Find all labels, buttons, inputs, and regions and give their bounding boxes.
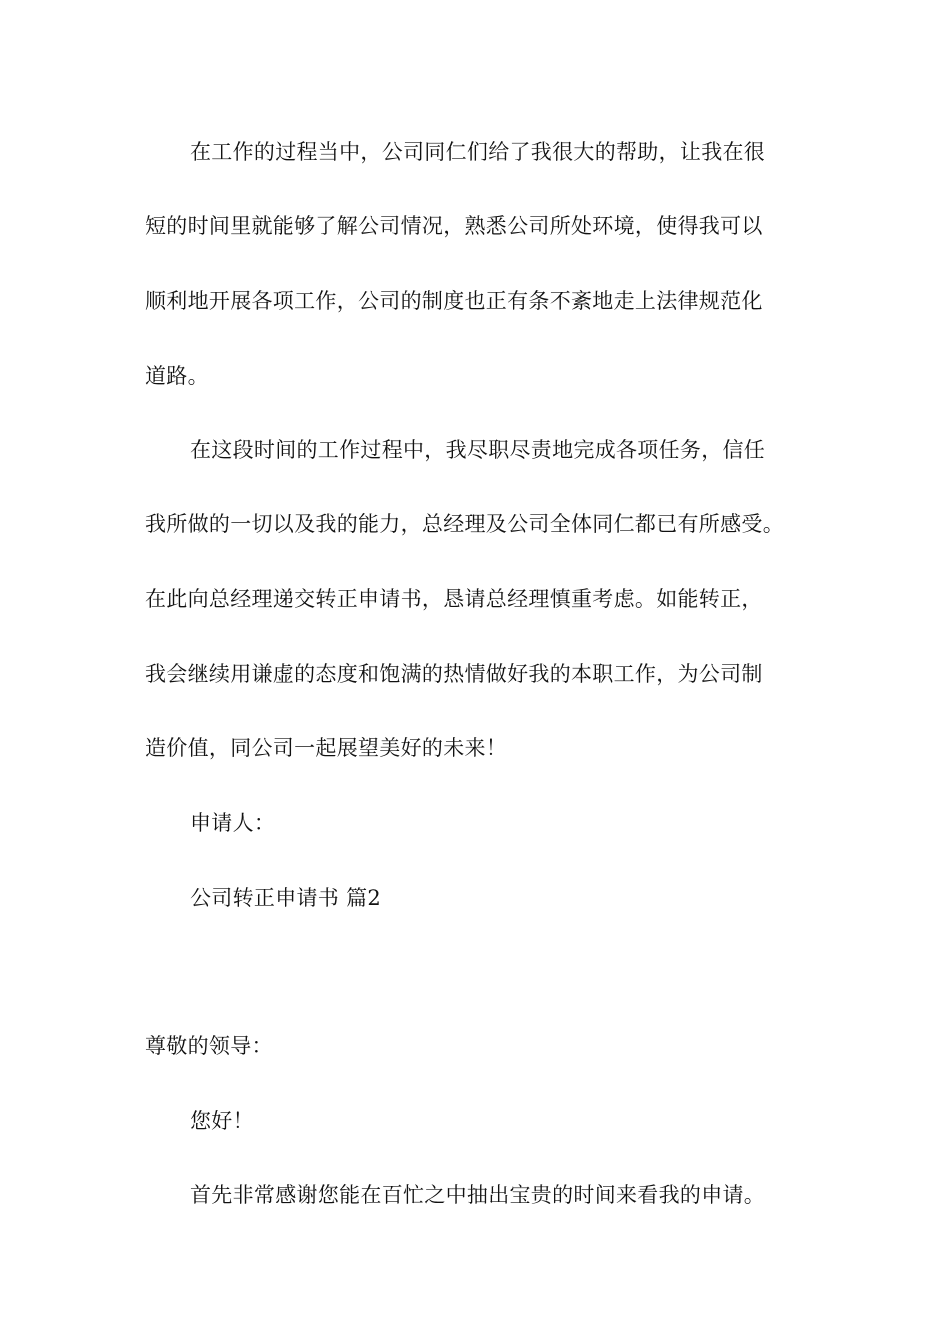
paragraph-1-line-2: 短的时间里就能够了解公司情况，熟悉公司所处环境，使得我可以 (145, 214, 763, 238)
paragraph-1-line-1: 在工作的过程当中，公司同仁们给了我很大的帮助，让我在很 (190, 140, 766, 164)
paragraph-2-line-4: 我会继续用谦虚的态度和饱满的热情做好我的本职工作，为公司制 (145, 662, 763, 686)
paragraph-2-line-5: 造价值，同公司一起展望美好的未来！ (145, 736, 508, 760)
paragraph-2-line-2: 我所做的一切以及我的能力，总经理及公司全体同仁都已有所感受。 (145, 512, 784, 536)
paragraph-3-line-1: 首先非常感谢您能在百忙之中抽出宝贵的时间来看我的申请。 (190, 1183, 766, 1207)
paragraph-1-line-3: 顺利地开展各项工作，公司的制度也正有条不紊地走上法律规范化 (145, 289, 763, 313)
paragraph-1-line-4: 道路。 (145, 364, 209, 388)
paragraph-2-line-3: 在此向总经理递交转正申请书，恳请总经理慎重考虑。如能转正， (145, 587, 763, 611)
applicant-label: 申请人： (190, 811, 276, 835)
paragraph-2-line-1: 在这段时间的工作过程中，我尽职尽责地完成各项任务，信任 (190, 438, 766, 462)
section-heading: 公司转正申请书 篇2 (190, 886, 382, 910)
salutation: 尊敬的领导： (145, 1034, 273, 1058)
greeting: 您好！ (190, 1109, 254, 1133)
